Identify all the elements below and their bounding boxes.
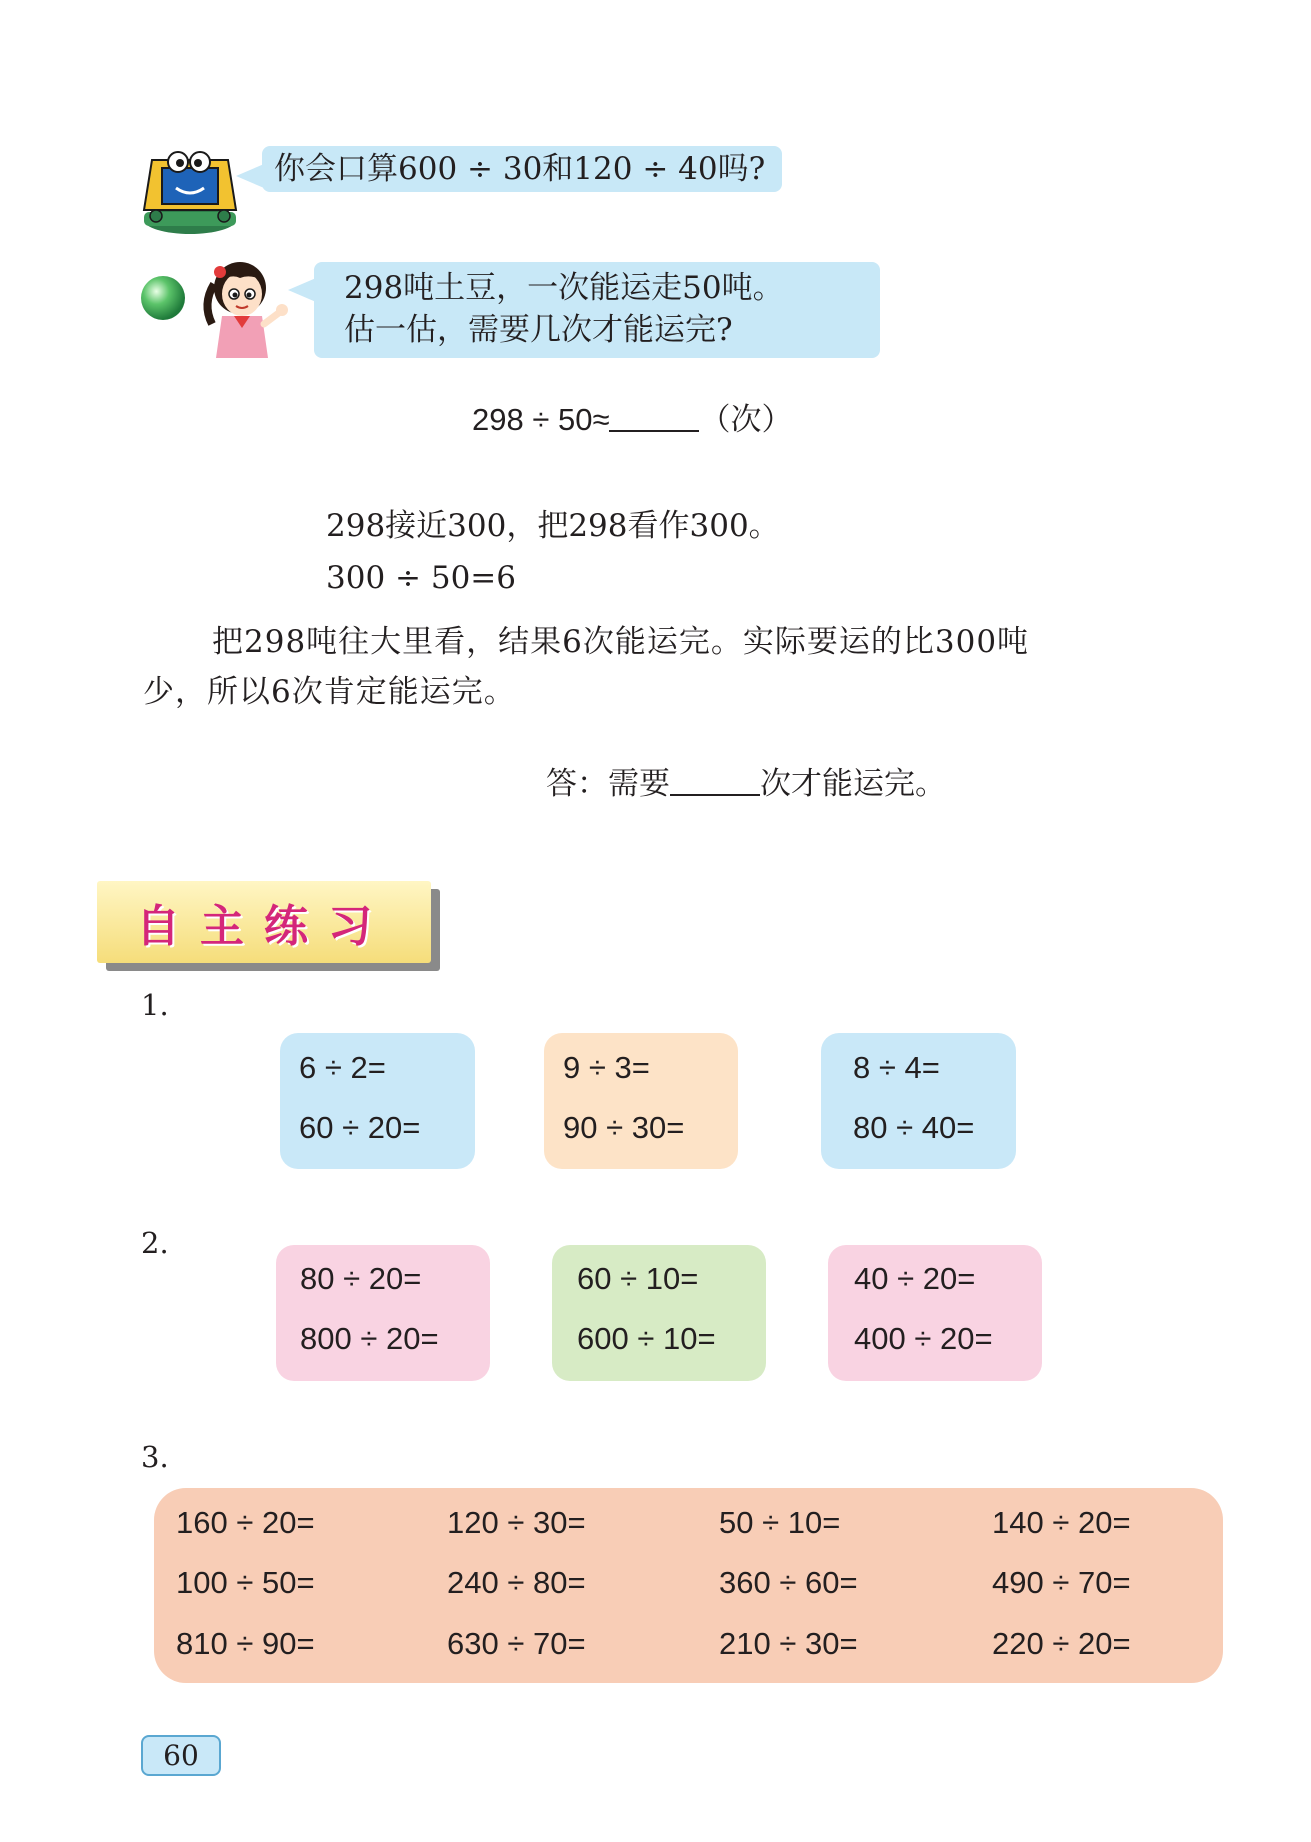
girl-bubble-line-2: 估一估，需要几次才能运完?: [344, 312, 733, 348]
expression: 80 ÷ 40=: [853, 1110, 975, 1145]
exercise-1-box-2: [544, 1033, 738, 1169]
expression: 140 ÷ 20=: [992, 1505, 1131, 1540]
expression: 60 ÷ 20=: [299, 1110, 421, 1145]
explanation-line-1: 把298吨往大里看，结果6次能运完。实际要运的比300吨: [212, 624, 1030, 660]
expression: 220 ÷ 20=: [992, 1626, 1131, 1661]
expression: 100 ÷ 50=: [176, 1565, 315, 1600]
expression: 630 ÷ 70=: [447, 1626, 586, 1661]
answer-line: [546, 764, 946, 804]
expression: 120 ÷ 30=: [447, 1505, 586, 1540]
estimate-line: [472, 400, 792, 440]
explanation-line-2: 少，所以6次肯定能运完。: [143, 674, 516, 710]
exercise-1-label: 1.: [141, 988, 169, 1022]
estimate-blank[interactable]: [609, 400, 699, 432]
girl-character-icon: [194, 254, 292, 358]
expression: 600 ÷ 10=: [577, 1321, 716, 1356]
expression: 80 ÷ 20=: [300, 1261, 422, 1296]
estimate-expression: 298 ÷ 50≈: [472, 402, 610, 437]
exercise-2-box-2: [552, 1245, 766, 1381]
expression: 9 ÷ 3=: [563, 1050, 650, 1085]
estimate-unit: （次）: [699, 402, 793, 438]
expression: 40 ÷ 20=: [854, 1261, 976, 1296]
exercise-3-box: [154, 1488, 1223, 1683]
expression: 400 ÷ 20=: [854, 1321, 993, 1356]
page-number: 60: [141, 1735, 221, 1776]
reasoning-line-2: 300 ÷ 50=6: [326, 560, 516, 596]
computer-speech-bubble: [262, 146, 782, 192]
girl-bubble-line-1: 298吨土豆，一次能运走50吨。: [344, 270, 784, 306]
exercise-1-box-1: [280, 1033, 475, 1169]
computer-bubble-text: 你会口算600 ÷ 30和120 ÷ 40吗?: [274, 151, 766, 187]
exercise-1-box-3: [821, 1033, 1016, 1169]
expression: 210 ÷ 30=: [719, 1626, 858, 1661]
exercise-2-box-3: [828, 1245, 1042, 1381]
expression: 90 ÷ 30=: [563, 1110, 685, 1145]
exercise-2-box-1: [276, 1245, 490, 1381]
green-ball-icon: [139, 274, 187, 322]
expression: 60 ÷ 10=: [577, 1261, 699, 1296]
reasoning-line-1: 298接近300，把298看作300。: [326, 508, 780, 544]
expression: 6 ÷ 2=: [299, 1050, 386, 1085]
section-title: 自主练习: [97, 881, 431, 963]
answer-suffix: 次才能运完。: [760, 766, 946, 802]
expression: 8 ÷ 4=: [853, 1050, 940, 1085]
expression: 160 ÷ 20=: [176, 1505, 315, 1540]
expression: 50 ÷ 10=: [719, 1505, 841, 1540]
girl-speech-bubble: [314, 262, 880, 358]
answer-blank[interactable]: [670, 764, 760, 796]
expression: 360 ÷ 60=: [719, 1565, 858, 1600]
expression: 240 ÷ 80=: [447, 1565, 586, 1600]
expression: 800 ÷ 20=: [300, 1321, 439, 1356]
computer-character-icon: [136, 140, 244, 236]
expression: 490 ÷ 70=: [992, 1565, 1131, 1600]
exercise-2-label: 2.: [141, 1226, 169, 1260]
answer-prefix: 答：需要: [546, 766, 670, 802]
expression: 810 ÷ 90=: [176, 1626, 315, 1661]
exercise-3-label: 3.: [141, 1440, 169, 1474]
